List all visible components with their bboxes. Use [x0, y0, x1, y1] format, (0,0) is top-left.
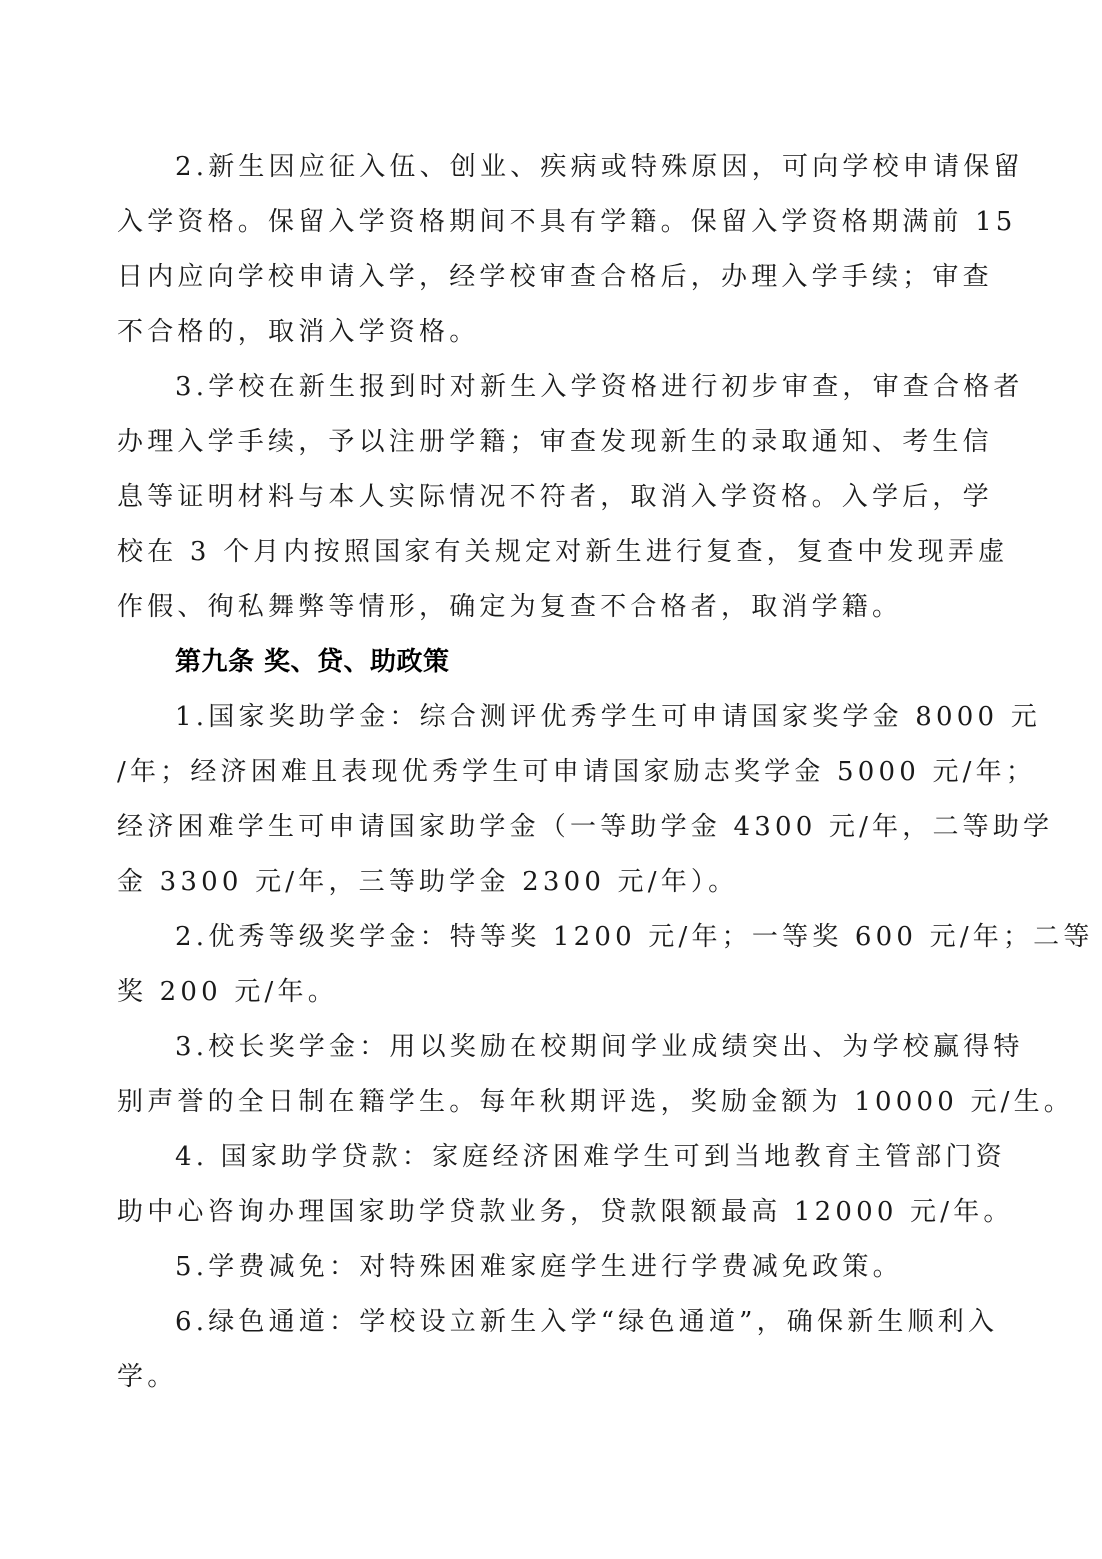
text-line: 奖 200 元/年。: [117, 977, 338, 1007]
policy-green-channel: [117, 1295, 999, 1405]
text-line: 3.学校在新生报到时对新生入学资格进行初步审查，审查合格者: [175, 372, 1024, 402]
text-line: 1.国家奖助学金：综合测评优秀学生可申请国家奖学金 8000 元: [175, 702, 1041, 732]
policy-president-scholarship: [117, 1020, 1074, 1130]
text-line: 学。: [117, 1362, 178, 1392]
policy-national-scholarship: [117, 690, 1054, 910]
text-line: 日内应向学校申请入学，经学校审查合格后，办理入学手续；审查: [117, 262, 993, 292]
text-line: 4. 国家助学贷款：家庭经济困难学生可到当地教育主管部门资: [175, 1142, 1006, 1172]
paragraph-admission-reservation: [117, 140, 1024, 360]
text-line: 助中心咨询办理国家助学贷款业务，贷款限额最高 12000 元/年。: [117, 1197, 1014, 1227]
text-line: 2.优秀等级奖学金：特等奖 1200 元/年；一等奖 600 元/年；二等: [175, 922, 1094, 952]
policy-merit-scholarship: [117, 910, 1094, 1020]
text-line: 不合格的，取消入学资格。: [117, 317, 480, 347]
text-line: 办理入学手续，予以注册学籍；审查发现新生的录取通知、考生信: [117, 427, 993, 457]
policy-tuition-waiver: [117, 1240, 987, 1295]
text-line: 经济困难学生可申请国家助学金（一等助学金 4300 元/年，二等助学: [117, 812, 1054, 842]
policy-student-loan: [117, 1130, 1014, 1240]
text-line: 6.绿色通道：学校设立新生入学“绿色通道”，确保新生顺利入: [175, 1307, 999, 1337]
text-line: 金 3300 元/年，三等助学金 2300 元/年）。: [117, 867, 739, 897]
text-line: 作假、徇私舞弊等情形，确定为复查不合格者，取消学籍。: [117, 592, 903, 622]
text-line: /年；经济困难且表现优秀学生可申请国家励志奖学金 5000 元/年；: [117, 757, 1037, 787]
section-heading: 第九条 奖、贷、助政策: [175, 647, 450, 677]
text-line: 2.新生因应征入伍、创业、疾病或特殊原因，可向学校申请保留: [175, 152, 1024, 182]
text-line: 入学资格。保留入学资格期间不具有学籍。保留入学资格期满前 15: [117, 207, 1017, 237]
text-line: 校在 3 个月内按照国家有关规定对新生进行复查，复查中发现弄虚: [117, 537, 1009, 567]
text-line: 3.校长奖学金：用以奖励在校期间学业成绩突出、为学校赢得特: [175, 1032, 1024, 1062]
text-line: 息等证明材料与本人实际情况不符者，取消入学资格。入学后，学: [117, 482, 993, 512]
text-line: 5.学费减免：对特殊困难家庭学生进行学费减免政策。: [175, 1252, 903, 1282]
text-line: 别声誉的全日制在籍学生。每年秋期评选，奖励金额为 10000 元/生。: [117, 1087, 1074, 1117]
document-page: [117, 140, 1094, 1405]
paragraph-admission-review: [117, 360, 1024, 635]
